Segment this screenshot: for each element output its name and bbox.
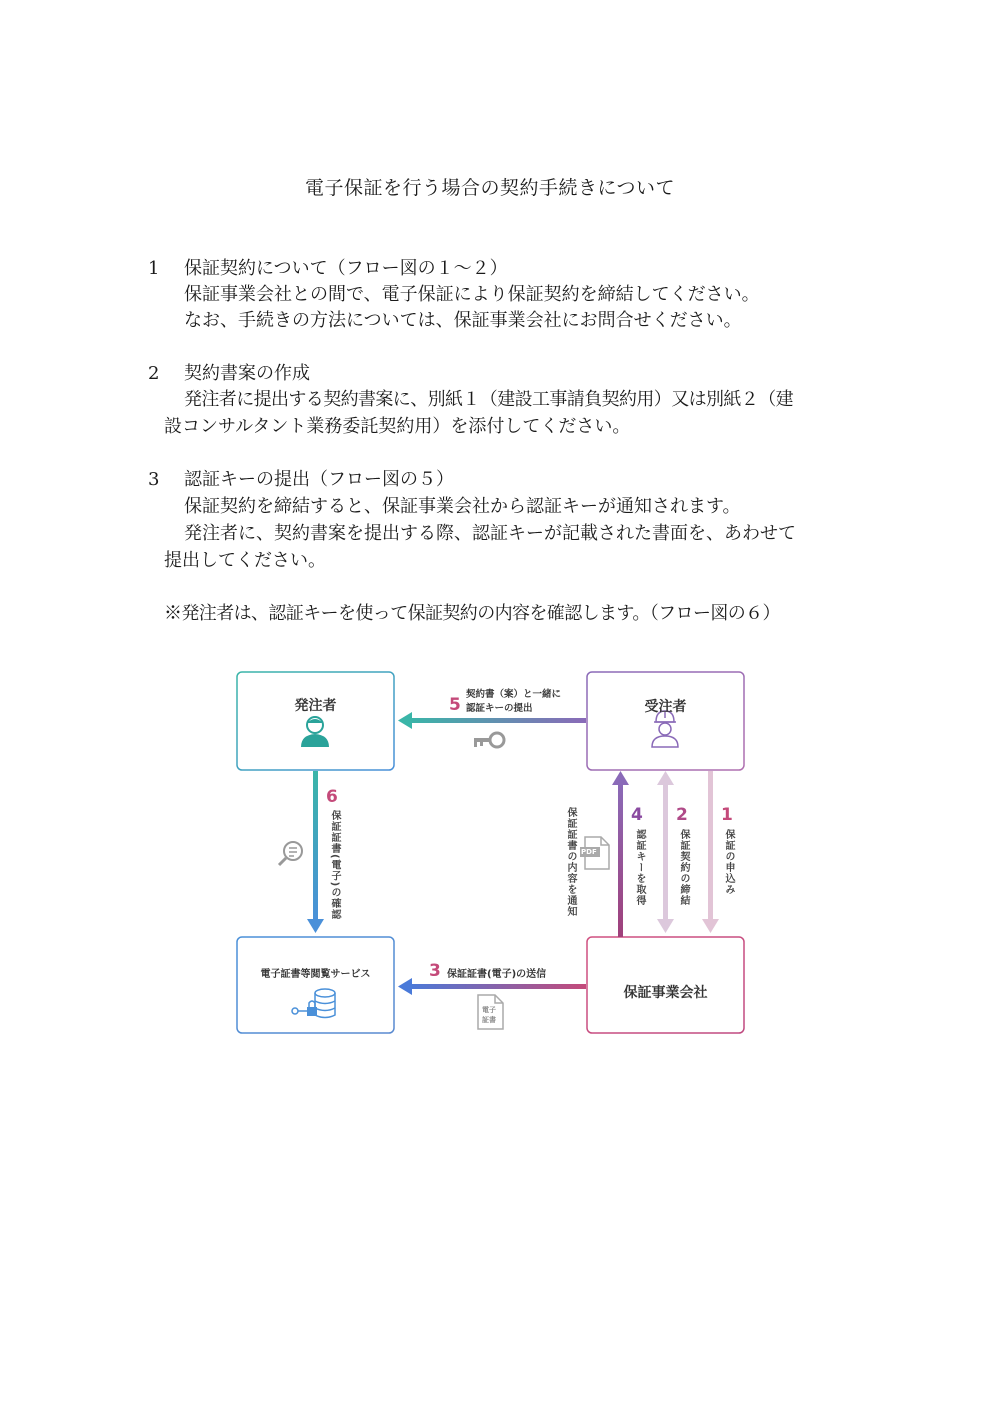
step-6-number: 6 (326, 787, 338, 807)
step-5-label-line2: 認証キーの提出 (466, 703, 533, 714)
notify-label: 保証証書の内容を通知 (565, 807, 576, 917)
document-title: 電子保証を行う場合の契約手続きについて (304, 177, 676, 199)
key-icon (474, 733, 504, 747)
pdf-icon-text: PDF (581, 848, 597, 856)
section-2-line-1: 発注者に提出する契約書案に、別紙１（建設工事請負契約用）又は別紙２（建 (184, 389, 793, 410)
arrow-3 (408, 984, 586, 989)
arrow-6 (313, 771, 318, 921)
viewer-label: 電子証書等閲覧サービス (260, 969, 371, 980)
arrow-4 (618, 783, 623, 937)
section-1-line-1: 保証事業会社との間で、電子保証により保証契約を締結してください。 (184, 284, 760, 305)
step-5-label-line1: 契約書（案）と一緒に (466, 689, 562, 700)
orderer-label: 発注者 (294, 698, 337, 714)
step-3-label: 保証証書(電子)の送信 (447, 969, 547, 980)
step-1-number: 1 (721, 805, 733, 825)
section-1-line-2: なお、手続きの方法については、保証事業会社にお問合せください。 (184, 310, 742, 331)
section-1-number: 1 (148, 258, 160, 279)
step-6-label: 保証証書(電子)の確認 (329, 810, 340, 921)
section-3-heading: 認証キーの提出（フロー図の５） (184, 469, 454, 490)
step-3-number: 3 (429, 961, 441, 981)
section-2-number: 2 (148, 363, 160, 384)
flow-diagram (230, 665, 750, 1040)
doc-icon-text-line2: 証書 (482, 1016, 496, 1024)
step-1-label: 保証の申込み (723, 829, 734, 895)
step-4-number: 4 (631, 805, 643, 825)
step-4-label: 認証キーを取得 (634, 829, 645, 906)
note: ※発注者は、認証キーを使って保証契約の内容を確認します。（フロー図の６） (164, 603, 780, 624)
arrow-5 (408, 718, 586, 723)
step-2-number: 2 (676, 805, 688, 825)
guarantor-label: 保証事業会社 (623, 985, 708, 1001)
magnifier-icon (279, 842, 302, 865)
arrow-2 (663, 783, 668, 921)
viewer-box-border (237, 937, 394, 1033)
step-5-number: 5 (449, 695, 461, 715)
step-2-label: 保証契約の締結 (678, 829, 689, 906)
doc-icon-text-line1: 電子 (482, 1006, 496, 1014)
section-2-heading: 契約書案の作成 (184, 363, 310, 384)
section-3-line-1: 保証契約を締結すると、保証事業会社から認証キーが通知されます。 (184, 496, 741, 517)
section-2-line-2: 設コンサルタント業務委託契約用）を添付してください。 (164, 416, 631, 437)
contractor-box-border (587, 672, 744, 770)
section-3-line-3: 提出してください。 (164, 550, 326, 571)
section-1-heading: 保証契約について（フロー図の１～２） (184, 258, 508, 279)
section-3-number: 3 (148, 469, 160, 490)
section-3-line-2: 発注者に、契約書案を提出する際、認証キーが記載された書面を、あわせて (184, 523, 796, 544)
contractor-label: 受注者 (644, 699, 687, 715)
arrow-1 (708, 771, 713, 921)
